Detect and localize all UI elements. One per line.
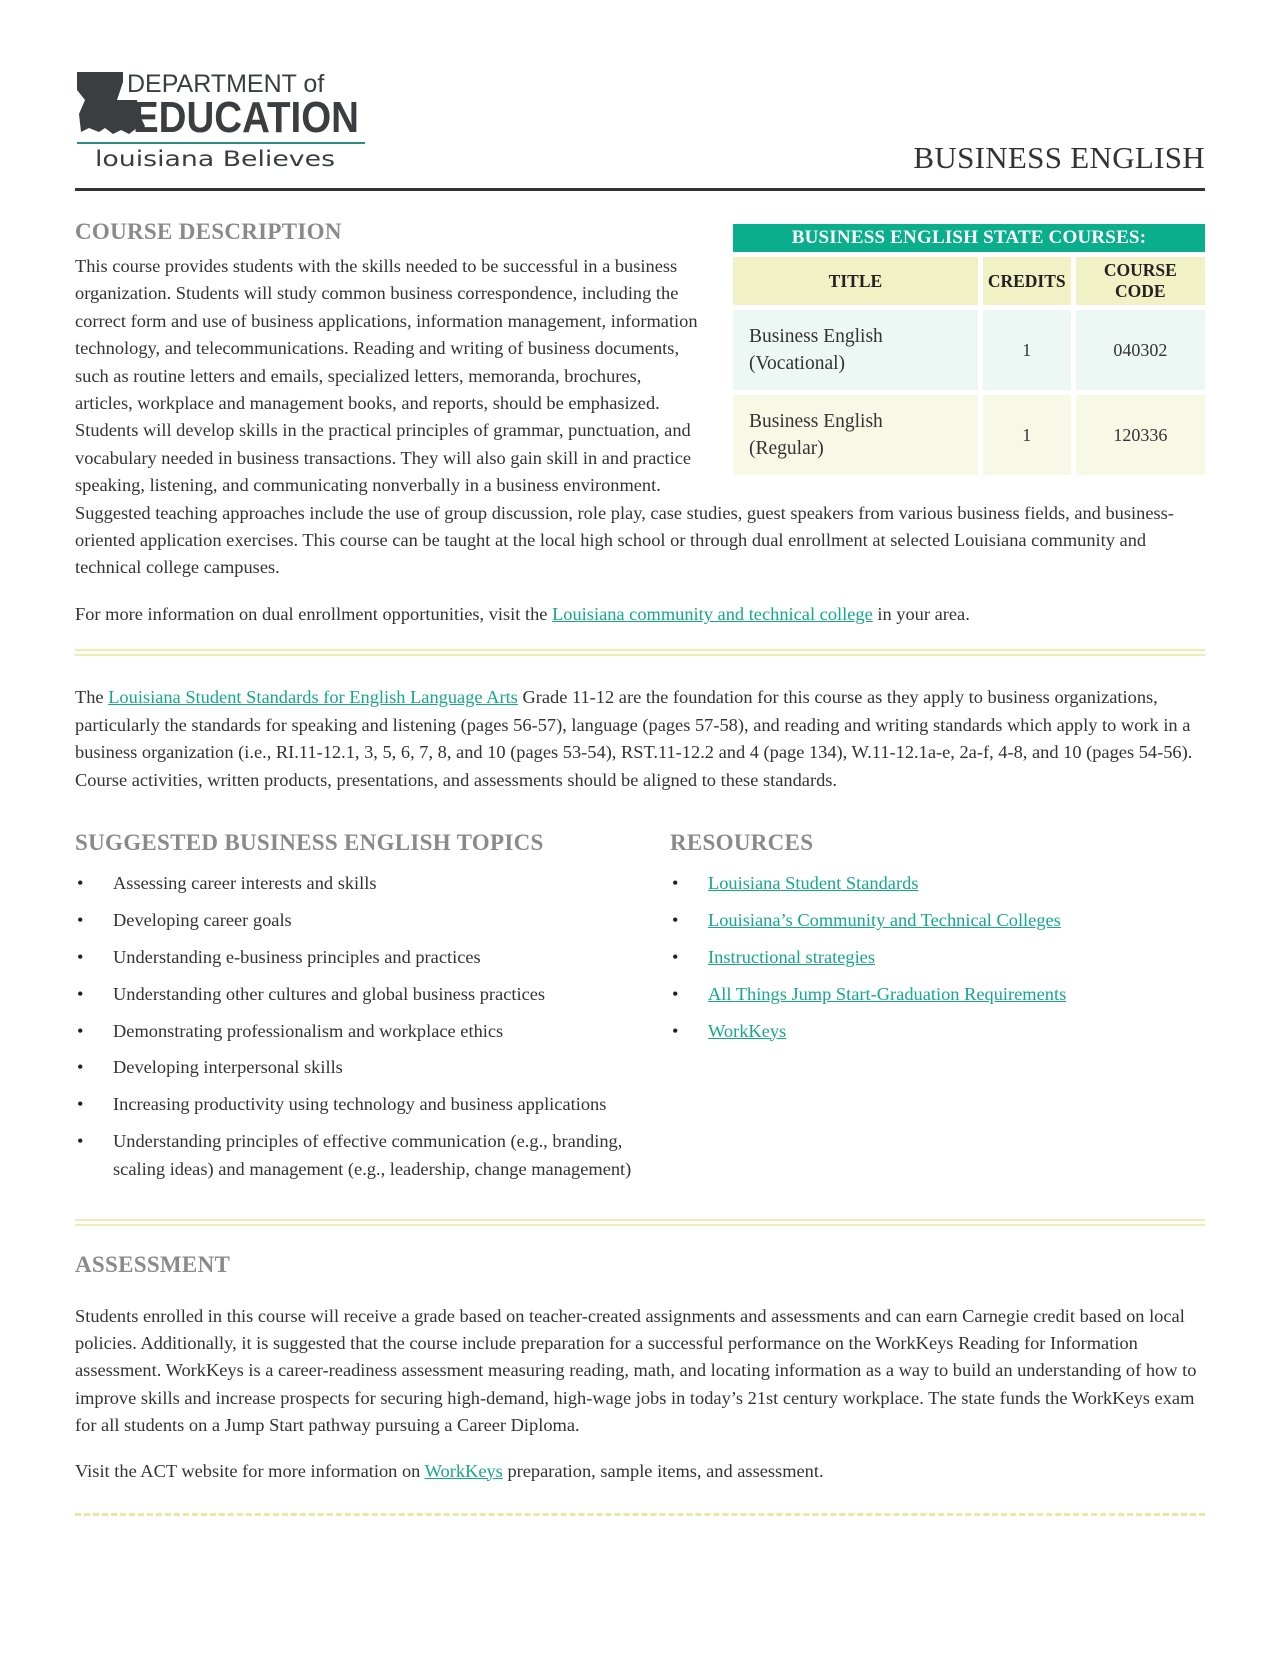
list-item: • Understanding e-business principles and practices: [75, 944, 670, 971]
list-item: • Developing career goals: [75, 907, 670, 934]
workkeys-act-link[interactable]: WorkKeys: [424, 1460, 503, 1481]
jump-start-link[interactable]: All Things Jump Start-Graduation Requirements: [708, 983, 1067, 1004]
table-row: [733, 310, 1205, 390]
table-row: [733, 395, 1205, 475]
course-code: 120336: [1076, 395, 1205, 475]
list-item: [670, 870, 1205, 897]
column-header-credits: CREDITS: [983, 257, 1071, 305]
instructional-strategies-link[interactable]: Instructional strategies: [708, 946, 875, 967]
resources-section: [670, 830, 1205, 1193]
table-caption: BUSINESS ENGLISH STATE COURSES:: [733, 224, 1205, 252]
assessment-text: Students enrolled in this course will receive a grade based on teacher-created assignments and assessments and can earn Carnegie credit based on local policies. Additionally, it is suggested that the course include preparation for a successful performance on the WorkKeys Reading for Information assessment. WorkKeys is a career-readiness assessment measuring reading, math, and locating information as a way to build an understanding of how to improve skills and increase prospects for securing high-demand, high-wage jobs in today’s 21st century workplace. The state funds the WorkKeys exam for all students on a Jump Start pathway pursuing a Career Diploma.: [75, 1305, 1197, 1436]
topics-heading: SUGGESTED BUSINESS ENGLISH TOPICS: [75, 829, 544, 855]
state-courses-table: [728, 219, 1210, 480]
topics-section: [75, 830, 670, 1193]
footer-divider: [75, 1513, 1205, 1516]
section-divider: [75, 649, 1205, 656]
course-description-section: [75, 191, 1205, 628]
workkeys-link[interactable]: WorkKeys: [708, 1020, 787, 1041]
document-title: BUSINESS ENGLISH: [913, 140, 1205, 175]
community-college-link[interactable]: Louisiana community and technical college: [552, 603, 873, 624]
list-item: • Developing interpersonal skills: [75, 1054, 670, 1081]
resources-heading: RESOURCES: [670, 829, 814, 855]
ela-standards-link[interactable]: Louisiana Student Standards for English Language Arts: [108, 687, 518, 708]
resources-list: [670, 870, 1205, 1045]
assessment-heading: ASSESSMENT: [75, 1251, 231, 1277]
list-item: • Assessing career interests and skills: [75, 870, 670, 897]
list-item: [670, 1018, 1205, 1045]
act-visit-text: Visit the ACT website for more information on WorkKeys preparation, sample items, and assessment.: [75, 1460, 824, 1481]
list-item: • Increasing productivity using technology and business applications: [75, 1091, 670, 1118]
student-standards-link[interactable]: Louisiana Student Standards: [708, 872, 919, 893]
dual-enrollment-text: For more information on dual enrollment opportunities, visit the Louisiana community and technical college in your area.: [75, 603, 970, 624]
logo-line1: DEPARTMENT of: [127, 70, 325, 98]
column-header-title: TITLE: [733, 257, 978, 305]
list-item: • Understanding other cultures and global business practices: [75, 981, 670, 1008]
topics-list: [75, 870, 670, 1183]
list-item: • Understanding principles of effective communication (e.g., branding, scaling ideas) and management (e.g., leadership, change management): [75, 1128, 670, 1183]
column-header-course-code: COURSE CODE: [1076, 257, 1205, 305]
list-item: [670, 907, 1205, 934]
list-item: [670, 944, 1205, 971]
standards-text: The Louisiana Student Standards for English Language Arts Grade 11-12 are the foundation for this course as they apply to business organizations, particularly the standards for speaking and listening (pages 56-57), language (pages 57-58), and reading and writing standards which apply to work in a business organization (i.e., RI.11-12.1, 3, 5, 6, 7, 8, and 10 (pages 53-54), RST.11-12.2 and 4 (page 134), W.11-12.1a-e, 2a-f, 4-8, and 10 (pages 54-56). Course activities, written products, presentations, and assessments should be aligned to these standards.: [75, 687, 1193, 790]
svg-text:louisiana Believes: louisiana Believes: [95, 147, 335, 171]
svg-text:EDUCATION: EDUCATION: [133, 93, 359, 142]
list-item: [670, 981, 1205, 1008]
course-title: Business English (Vocational): [733, 310, 978, 390]
course-code: 040302: [1076, 310, 1205, 390]
course-description-text: This course provides students with the skills needed to be successful in a business organization. Students will study common business correspondence, including the correct form and use of business applications, information management, information technology, and telecommunications. Reading and writing of business documents, such as routine letters and emails, specialized letters, memoranda, brochures, articles, workplace and management books, and reports, should be emphasized. Students will develop skills in the practical principles of grammar, punctuation, and vocabulary needed in business transactions. They will also gain skill in and practice speaking, listening, and communicating nonverbally in a business environment. Suggested teaching approaches include the use of group discussion, role play, case studies, guest speakers from various business fields, and business-oriented application exercises. This course can be taught at the local high school or through dual enrollment at selected Louisiana community and technical college campuses.: [75, 256, 1174, 578]
course-description-heading: COURSE DESCRIPTION: [75, 219, 342, 244]
louisiana-department-of-education-logo: [75, 70, 365, 175]
section-divider: [75, 1219, 1205, 1226]
list-item: • Demonstrating professionalism and workplace ethics: [75, 1018, 670, 1045]
course-credits: 1: [983, 395, 1071, 475]
course-title: Business English (Regular): [733, 395, 978, 475]
community-technical-colleges-link[interactable]: Louisiana’s Community and Technical Colleges: [708, 909, 1061, 930]
page-header: [75, 0, 1205, 191]
course-credits: 1: [983, 310, 1071, 390]
